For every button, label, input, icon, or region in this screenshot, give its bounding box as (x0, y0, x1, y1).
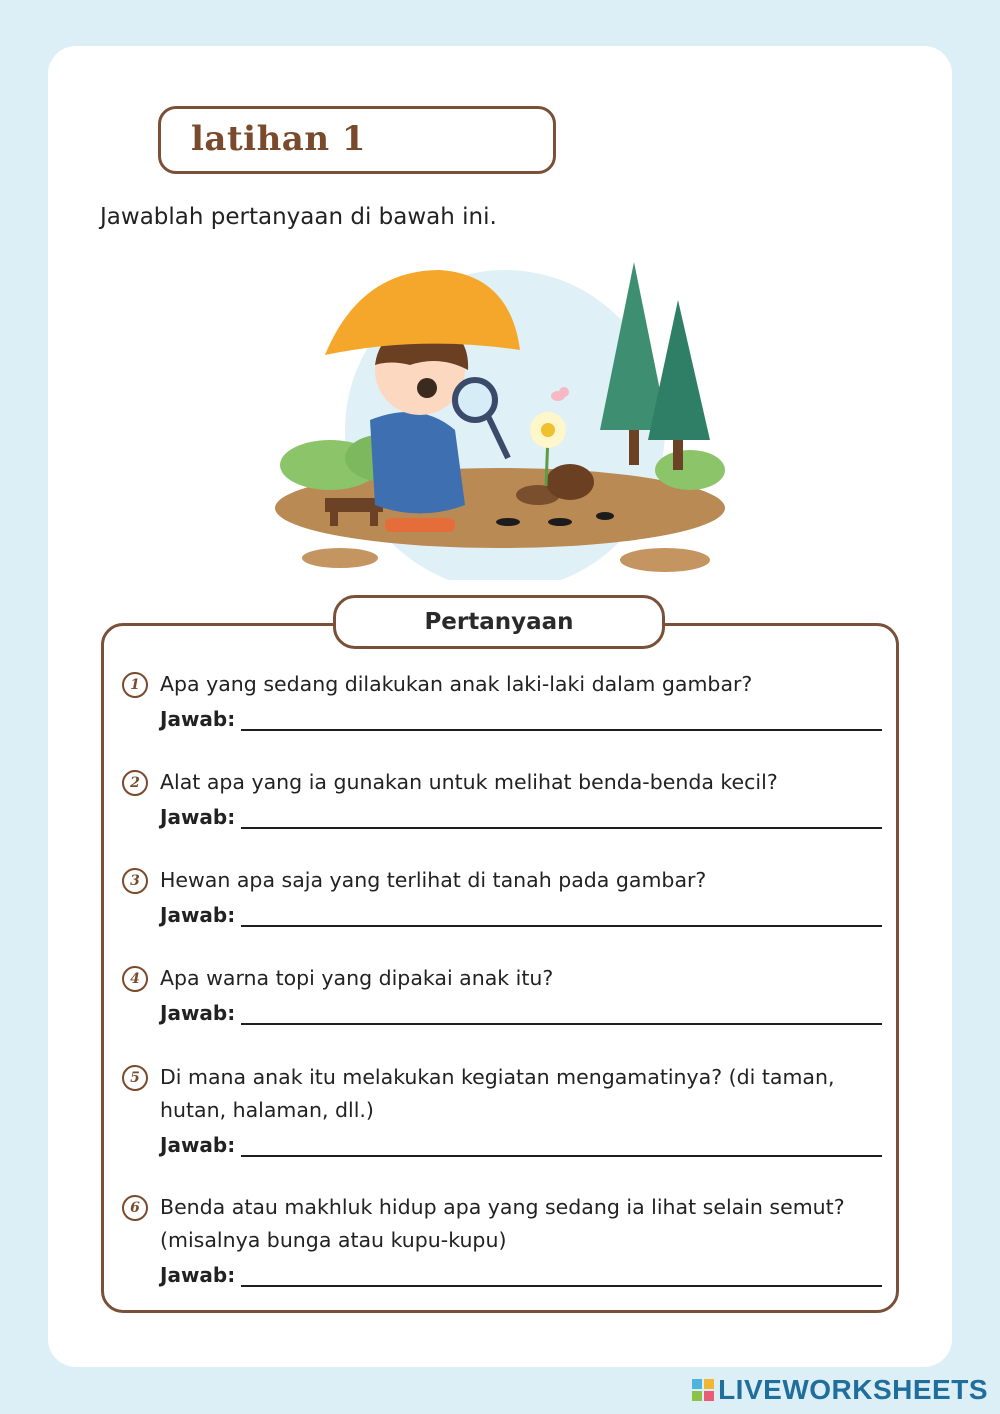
question-number: 2 (122, 770, 148, 796)
questions-header: Pertanyaan (333, 595, 665, 649)
question-text: Apa yang sedang dilakukan anak laki-laki dalam gambar? (160, 672, 753, 696)
question-number: 5 (122, 1065, 148, 1091)
question-5 (122, 1061, 882, 1157)
question-4 (122, 962, 882, 1025)
stool (325, 498, 383, 512)
liveworksheets-brand[interactable] (692, 1374, 988, 1406)
answer-label: Jawab: (160, 1133, 236, 1157)
question-number: 1 (122, 672, 148, 698)
question-text: Apa warna topi yang dipakai anak itu? (160, 966, 554, 990)
boy-observing-ants-illustration (270, 260, 730, 580)
answer-input-4[interactable] (241, 1001, 882, 1025)
question-3 (122, 864, 882, 927)
liveworksheets-logo-icon (692, 1379, 714, 1401)
question-6 (122, 1191, 882, 1287)
worksheet-title: latihan 1 (191, 119, 367, 159)
brand-name: LIVEWORKSHEETS (718, 1374, 988, 1405)
answer-input-6[interactable] (241, 1263, 882, 1287)
question-number: 3 (122, 868, 148, 894)
answer-label: Jawab: (160, 903, 236, 927)
question-number: 4 (122, 966, 148, 992)
answer-label: Jawab: (160, 1001, 236, 1025)
answer-label: Jawab: (160, 805, 236, 829)
question-text: Di mana anak itu melakukan kegiatan mengamatinya? (di taman, hutan, halaman, dll.) (160, 1065, 835, 1122)
answer-input-5[interactable] (241, 1133, 882, 1157)
answer-input-3[interactable] (241, 903, 882, 927)
question-2 (122, 766, 882, 829)
answer-label: Jawab: (160, 707, 236, 731)
title-box (158, 106, 556, 174)
answer-input-2[interactable] (241, 805, 882, 829)
question-text: Benda atau makhluk hidup apa yang sedang ia lihat selain semut? (misalnya bunga atau kupu-kupu) (160, 1195, 845, 1252)
answer-label: Jawab: (160, 1263, 236, 1287)
instruction-text: Jawablah pertanyaan di bawah ini. (100, 204, 497, 230)
answer-input-1[interactable] (241, 707, 882, 731)
question-text: Alat apa yang ia gunakan untuk melihat benda-benda kecil? (160, 770, 778, 794)
question-1 (122, 668, 882, 731)
question-text: Hewan apa saja yang terlihat di tanah pada gambar? (160, 868, 707, 892)
question-number: 6 (122, 1195, 148, 1221)
